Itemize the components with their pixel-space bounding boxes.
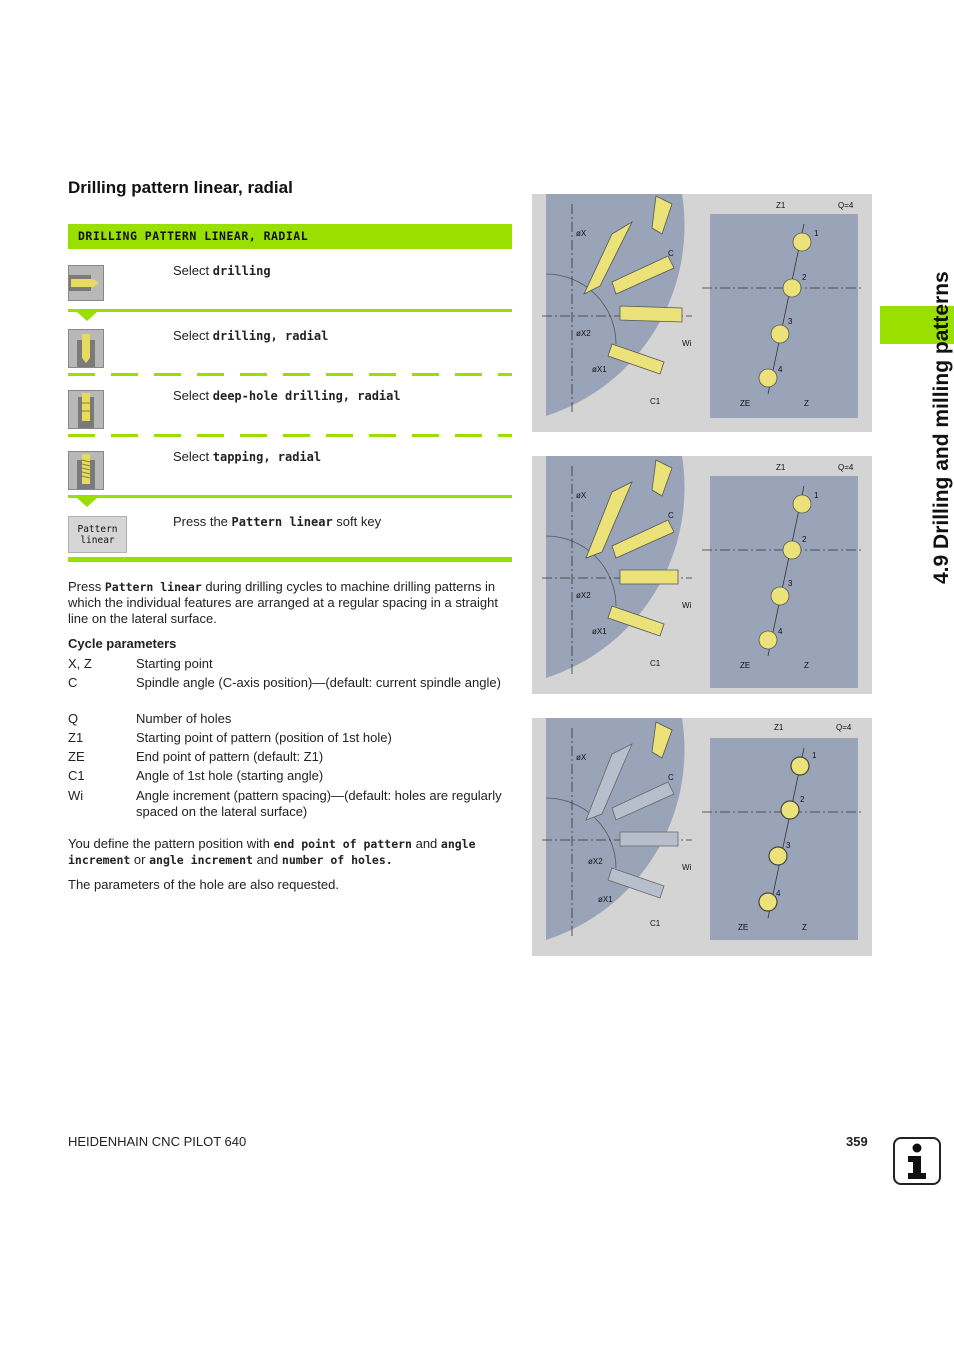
label-ze: ZE (740, 661, 751, 670)
label-z1: Z1 (776, 201, 786, 210)
info-icon (893, 1137, 941, 1185)
label-hole-2: 2 (800, 795, 805, 804)
label-x: øX (576, 229, 587, 238)
label-ze: ZE (740, 399, 751, 408)
label-z1: Z1 (774, 723, 784, 732)
label-q: Q=4 (836, 723, 852, 732)
divider-dashed (68, 434, 512, 437)
param-desc: Angle increment (pattern spacing)—(default: holes are regularly spaced on the lateral surface) (136, 788, 502, 819)
label-wi: Wi (682, 601, 692, 610)
step-pattern-linear: Press the Pattern linear soft key (173, 514, 382, 529)
divider-solid (68, 309, 512, 312)
param-key: Wi (68, 788, 84, 803)
label-x1: øX1 (598, 895, 613, 904)
param-desc: Number of holes (136, 711, 232, 726)
param-desc: Starting point of pattern (position of 1st hole) (136, 730, 392, 745)
label-z: Z (804, 661, 809, 670)
label-q: Q=4 (838, 201, 854, 210)
page-number: 359 (846, 1134, 868, 1149)
definition-paragraph: You define the pattern position with end point of pattern and angle increment or angle increment and number of holes. (68, 836, 476, 867)
param-key: Z1 (68, 730, 84, 745)
step-drilling-radial: Select drilling, radial (173, 328, 329, 343)
label-hole-1: 1 (814, 491, 819, 500)
param-desc: Starting point (136, 656, 213, 671)
deep-hole-drilling-icon (68, 390, 104, 429)
step-arrow (77, 312, 97, 321)
label-hole-1: 1 (812, 751, 817, 760)
drilling-icon (68, 265, 104, 301)
label-x2: øX2 (588, 857, 603, 866)
divider-solid (68, 557, 512, 562)
label-z: Z (802, 923, 807, 932)
step-drilling: Select drilling (173, 263, 271, 278)
divider-dashed (68, 373, 512, 376)
label-x: øX (576, 753, 587, 762)
label-hole-2: 2 (802, 273, 807, 282)
param-key: C (68, 675, 78, 690)
note-paragraph: The parameters of the hole are also requested. (68, 877, 339, 892)
chapter-title: 4.9 Drilling and milling patterns (930, 271, 953, 584)
figure-drilling-radial (532, 194, 872, 432)
label-hole-4: 4 (778, 365, 783, 374)
label-x2: øX2 (576, 591, 591, 600)
label-z1: Z1 (776, 463, 786, 472)
param-desc: End point of pattern (default: Z1) (136, 749, 324, 764)
intro-paragraph: Press Pattern linear during drilling cycles to machine drilling patterns in which the individual features are arranged at a regular spacing in a straight line on the lateral surface. (68, 579, 498, 626)
param-desc: Angle of 1st hole (starting angle) (136, 768, 324, 783)
label-c1: C1 (650, 659, 661, 668)
figure-tapping (532, 718, 872, 956)
label-hole-3: 3 (788, 579, 793, 588)
label-x: øX (576, 491, 587, 500)
menu-header-label: DRILLING PATTERN LINEAR, RADIAL (78, 229, 309, 243)
label-c: C (668, 511, 674, 520)
divider-solid (68, 495, 512, 498)
label-hole-3: 3 (788, 317, 793, 326)
menu-header (68, 224, 512, 249)
label-hole-4: 4 (778, 627, 783, 636)
label-wi: Wi (682, 863, 692, 872)
section-title: Drilling pattern linear, radial (68, 178, 293, 197)
label-q: Q=4 (838, 463, 854, 472)
label-hole-4: 4 (776, 889, 781, 898)
step-deep-hole-drilling: Select deep-hole drilling, radial (173, 388, 401, 403)
cycle-parameters-heading: Cycle parameters (68, 636, 177, 651)
step-tapping: Select tapping, radial (173, 449, 322, 464)
footer-product: HEIDENHAIN CNC PILOT 640 (68, 1134, 247, 1149)
label-x1: øX1 (592, 627, 607, 636)
label-x1: øX1 (592, 365, 607, 374)
step-arrow (77, 498, 97, 507)
figure-deep-hole-drilling (532, 456, 872, 694)
pattern-linear-softkey[interactable]: Pattern linear (68, 516, 127, 553)
tapping-icon (68, 451, 104, 490)
label-hole-3: 3 (786, 841, 791, 850)
param-key: C1 (68, 768, 85, 783)
param-key: ZE (68, 749, 85, 764)
param-key: Q (68, 711, 79, 726)
label-c1: C1 (650, 397, 661, 406)
label-c: C (668, 249, 674, 258)
label-x2: øX2 (576, 329, 591, 338)
param-desc: Spindle angle (C-axis position)—(default: current spindle angle) (136, 675, 501, 690)
label-hole-1: 1 (814, 229, 819, 238)
label-z: Z (804, 399, 809, 408)
label-hole-2: 2 (802, 535, 807, 544)
drilling-radial-icon (68, 329, 104, 368)
label-c1: C1 (650, 919, 661, 928)
label-wi: Wi (682, 339, 692, 348)
label-ze: ZE (738, 923, 749, 932)
param-key: X, Z (68, 656, 92, 671)
label-c: C (668, 773, 674, 782)
